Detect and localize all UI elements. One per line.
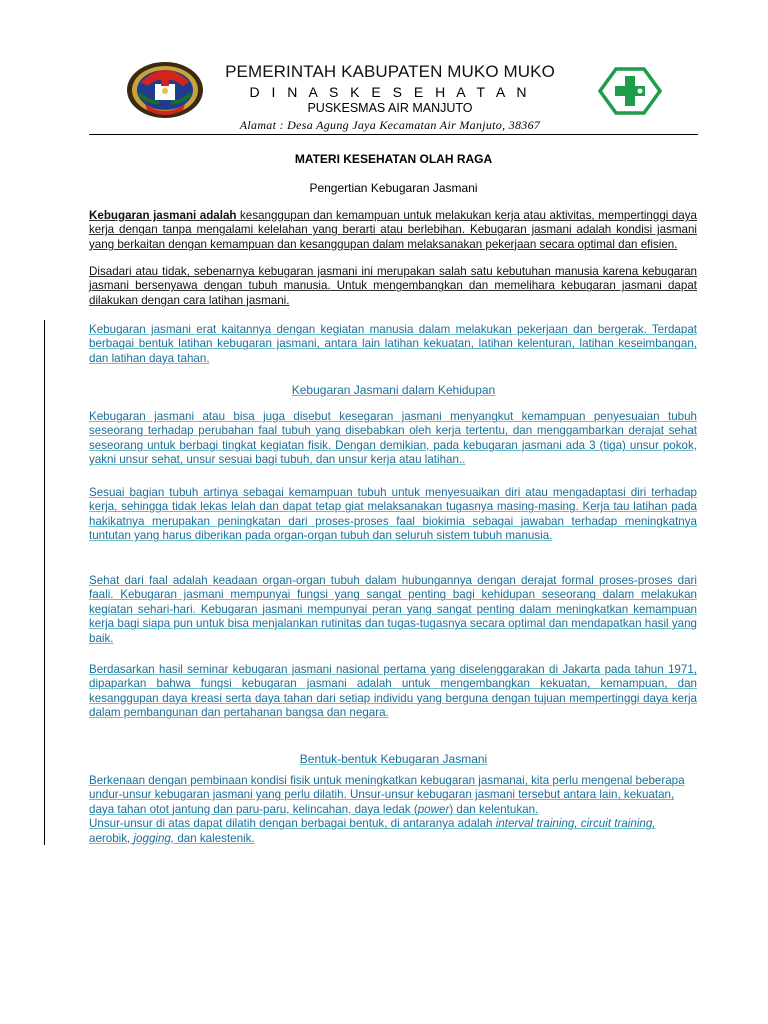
components-text: Berkenaan dengan pembinaan kondisi fisik untuk meningkatkan kebugaran jasmanai, kita perlu mengenal beberapa undur-unsur kebugaran jasmani yang perlu dilatih. Unsur-unsur kebugaran jasmani tersebut antara lain, kekuatan, daya tahan otot jantung dan paru-paru, kelincahan, daya ledak ( [89, 774, 685, 816]
components-text-end: ) dan kelentukan. [449, 802, 539, 816]
paragraph-body-adaptation: Sesuai bagian tubuh artinya sebagai kemampuan tubuh untuk menyesuaikan diri atau mengadaptasi diri terhadap kerja, sehingga tidak lekas lelah dan dapat tetap giat melaksanakan tugasnya masing-masing. Kerja tau latihan pada hakikatnya merupakan peningkatan dari proses-proses faal biokimia sebagai jawaban terhadap meningkatnya tuntutan yang harus diberikan pada organ-organ tubuh dan seluruh sistem tubuh manusia. [89, 486, 697, 543]
paragraph-fitness-components [89, 774, 697, 846]
training-terms-1: interval training, circuit training, [495, 817, 656, 831]
paragraph-need: Disadari atau tidak, sebenarnya kebugaran jasmani ini merupakan salah satu kebutuhan manusia karena kebugaran jasmani bersenyawa dengan tubuh manusia. Untuk mengembangkan dan memelihara kebugaran jasmani dapat dilakukan dengan cara latihan jasmani. [89, 265, 697, 307]
margin-line [44, 320, 45, 845]
paragraph-seminar-1971: Berdasarkan hasil seminar kebugaran jasmani nasional pertama yang diselenggarakan di Jakarta pada tahun 1971, dipaparkan bahwa fungsi kebugaran jasmani adalah untuk mengembangkan kekuatan, kemampuan, dan kesanggupan daya kreasi serta daya tahan dari setiap individu yang berguna dengan tujuan mempertinggi daya kerja dalam pembangunan dan pertahanan bangsa dan negara. [89, 663, 697, 720]
health-cross-emblem-icon [598, 67, 662, 115]
document-title: MATERI KESEHATAN OLAH RAGA [294, 152, 493, 166]
section-heading-forms: Bentuk-bentuk Kebugaran Jasmani [299, 752, 488, 766]
training-forms-end: dan kalestenik. [174, 831, 255, 845]
paragraph-health-function: Sehat dari faal adalah keadaan organ-organ tubuh dalam hubungannya dengan derajat formal proses-proses dari faali. Kebugaran jasmani mempunyai fungsi yang sangat penting bagi kehidupan seseorang dalam melakukan kegiatan sehari-hari. Kebugaran jasmani mempunyai peran yang sangat penting dalam meningkatkan kemampuan kerja bagi siapa pun untuk bisa menjalankan rutinitas dan tugas-tugasnya secara optimal dan mendapatkan hasil yang baik. [89, 574, 697, 645]
definition-term: Kebugaran jasmani adalah [89, 209, 237, 222]
regency-emblem-icon [125, 60, 205, 120]
training-forms-mid: aerobik, [89, 831, 134, 845]
definition-text: kesanggupan dan kemampuan untuk melakukan kerja atau aktivitas, mempertinggi daya kerja dengan tanpa mengalami kelelahan yang berarti atau berlebihan. Kebugaran jasmani adalah kondisi jasmani yang berkaitan dengan kemampuan dan kesanggupan dalam melaksanakan pekerjaan secara optimal dan efisien. [89, 209, 697, 251]
header-department: D I N A S K E S E H A T A N [249, 84, 531, 100]
section-heading-life: Kebugaran Jasmani dalam Kehidupan [291, 383, 496, 397]
power-term: power [417, 802, 450, 816]
paragraph-definition [89, 209, 697, 252]
paragraph-training-types: Kebugaran jasmani erat kaitannya dengan kegiatan manusia dalam melakukan pekerjaan dan bergerak. Terdapat berbagai bentuk latihan kebugaran jasmani, antara lain latihan kekuatan, latihan kelenturan, latihan keseimbangan, dan latihan daya tahan. [89, 323, 697, 365]
header-divider [89, 134, 698, 135]
document-subtitle: Pengertian Kebugaran Jasmani [309, 181, 478, 195]
training-forms-text: Unsur-unsur di atas dapat dilatih dengan berbagai bentuk, di antaranya adalah [89, 817, 496, 831]
header-address: Alamat : Desa Agung Jaya Kecamatan Air Manjuto, 38367 [239, 118, 541, 132]
training-terms-2: jogging, [133, 831, 175, 845]
header-institution: PEMERINTAH KABUPATEN MUKO MUKO [225, 62, 555, 81]
header-puskesmas: PUSKESMAS AIR MANJUTO [307, 101, 473, 115]
paragraph-fitness-elements: Kebugaran jasmani atau bisa juga disebut kesegaran jasmani menyangkut kemampuan penyesuaian tubuh seseorang terhadap perubahan faal tubuh yang disebabkan oleh kerja tertentu, dan menggambarkan derajat sehat seseorang untuk berbagi tingkat kegiatan fisik. Dengan demikian, pada kebugaran jasmani ada 3 (tiga) unsur pokok, yakni unsur sehat, unsur sesuai bagi tubuh, dan unsur kerja atau latihan.. [89, 410, 697, 467]
